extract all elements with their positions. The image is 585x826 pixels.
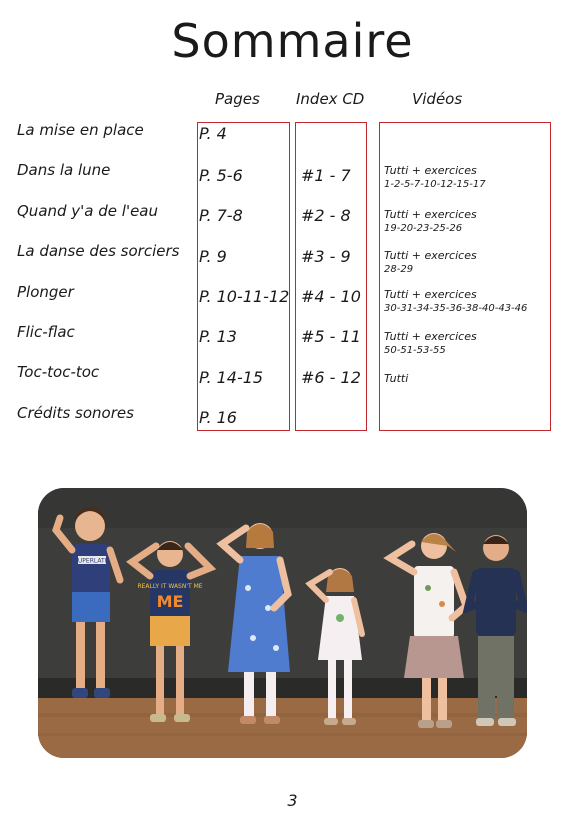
row-index-cd: #6 - 12 (301, 368, 361, 387)
row-title: Flic-flac (17, 323, 75, 341)
row-pages: P. 16 (199, 408, 237, 427)
row-index-cd: #3 - 9 (301, 247, 351, 266)
svg-text:ME: ME (156, 592, 184, 611)
row-videos (384, 288, 527, 314)
row-pages: P. 7-8 (199, 206, 243, 225)
video-label: Tutti + exercices (384, 164, 477, 177)
video-label: Tutti + exercices (384, 249, 477, 262)
row-index-cd: #1 - 7 (301, 166, 351, 185)
row-videos (384, 208, 477, 234)
column-header-pages: Pages (215, 90, 260, 108)
row-videos (384, 330, 477, 356)
video-list: 50-51-53-55 (384, 345, 446, 356)
row-title: Toc-toc-toc (17, 363, 100, 381)
row-videos (384, 249, 477, 275)
video-label: Tutti + exercices (384, 330, 477, 343)
video-list: 28-29 (384, 264, 414, 275)
row-pages: P. 4 (199, 124, 227, 143)
video-label: Tutti + exercices (384, 208, 477, 221)
row-title: La mise en place (17, 121, 144, 139)
shirt-text: REALLY IT WASN'T ME (137, 583, 203, 590)
column-header-index-cd: Index CD (296, 90, 365, 108)
row-pages: P. 14-15 (199, 368, 264, 387)
row-pages: P. 5-6 (199, 166, 243, 185)
row-title: Dans la lune (17, 161, 111, 179)
row-videos (384, 372, 408, 385)
video-list: 19-20-23-25-26 (384, 223, 463, 234)
row-title: La danse des sorciers (17, 242, 180, 260)
row-index-cd: #5 - 11 (301, 327, 361, 346)
row-title: Quand y'a de l'eau (17, 202, 158, 220)
video-list: 1-2-5-7-10-12-15-17 (384, 179, 486, 190)
row-pages: P. 9 (199, 247, 227, 266)
page-title: Sommaire (171, 14, 414, 68)
video-label: Tutti + exercices (384, 288, 477, 301)
row-videos (384, 164, 486, 190)
video-list: 30-31-34-35-36-38-40-43-46 (384, 303, 528, 314)
video-label: Tutti (384, 372, 409, 385)
row-index-cd: #2 - 8 (301, 206, 351, 225)
row-index-cd: #4 - 10 (301, 287, 361, 306)
row-title: Plonger (17, 283, 74, 301)
row-pages: P. 10-11-12 (199, 287, 290, 306)
column-header-videos: Vidéos (412, 90, 463, 108)
children-performance-photo (38, 488, 527, 758)
row-pages: P. 13 (199, 327, 237, 346)
row-title: Crédits sonores (17, 404, 134, 422)
page-number: 3 (287, 791, 298, 810)
shirt-text: SUPERLATIF (74, 557, 110, 565)
